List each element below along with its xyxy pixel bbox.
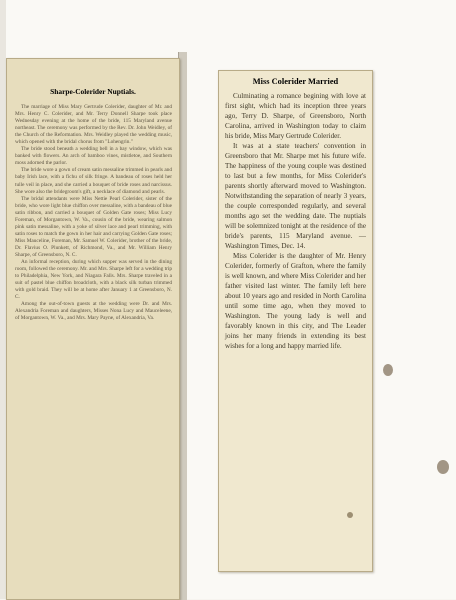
glue-stain (437, 460, 449, 474)
clipping-body (7, 104, 179, 322)
clipping-paragraph: It was at a state teachers' convention in Greensboro that Mr. Sharpe met his future wife. The happiness of the young couple was destined to last but a few months, for Miss Colerider's parents shortly afterward moved to Washington. Notwithstanding the separation of nearly 3 years, the couple corresponded regularly, and several months ago set the wedding date. The nuptials will be solemnized tonight at the residence of the bride's parents, 115 Maryland avenue. — Washington Times, Dec. 14. (225, 142, 366, 250)
clipping-headline: Miss Colerider Married (252, 77, 339, 86)
clipping-headline: Sharpe-Colerider Nuptials. (50, 87, 136, 96)
newspaper-clipping-married (218, 70, 373, 572)
clipping-paragraph: The marriage of Miss Mary Gertrude Colerider, daughter of Mr. and Mrs. Henry C. Colerider, and Mr. Terry Donnell Sharpe took place Wednesday evening at the home of the bride, 115 Maryland avenue northeast. The ceremony was performed by the Rev. Dr. John Weidley, of the Church of the Reformation. Mrs. Weidley played the wedding music, which opened with the bridal chorus from "Lohengrin." (15, 104, 172, 146)
clipping-body (219, 91, 372, 351)
clipping-paragraph: Among the out-of-town guests at the wedding were Dr. and Mrs. Alexandria Foreman and daughters, Misses Nona Lucy and Mauceleene, of Morgantown, W. Va., and Mrs. Mary Payne, of Alexandria, Va. (15, 301, 172, 322)
clipping-paragraph: Miss Colerider is the daughter of Mr. Henry Colerider, formerly of Grafton, where the family is well known, and where Miss Colerider and her father visited last winter. The family left here about 10 years ago and resided in North Carolina until some time ago, when they moved to Washington. The young lady is well and favorably known in this city, and The Leader joins her many friends in extending its best wishes for a long and happy married life. (225, 252, 366, 350)
glue-stain (383, 364, 393, 376)
clipping-paragraph: The bridal attendants were Miss Nettie Pearl Colerider, sister of the bride, who wore light blue chiffon over messaline, with a bandeau of blue satin ribbon, and carried a bouquet of Golden Gate roses; Miss Lucy Foreman, of Morgantown, W. Va., cousin of the bride, wearing salmon pink satin messaline, with a yoke of silver lace and pearl trimming, with satin roses to match the gown in her hair and carrying Golden Gate roses; Miss Mauceline, Foreman, Mr. Samuel W. Colerider, brother of the bride, Dr. Flavius O. Plunkett, of Richmond, Va., and Mr. William Henry Sharpe, of Greensboro, N. C. (15, 195, 172, 258)
clipping-paragraph: An informal reception, during which supper was served in the dining room, followed the ceremony. Mr. and Mrs. Sharpe left for a wedding trip to Philadelphia, New York, and Niagara Falls. Mrs. Sharpe traveled in a suit of pastel blue chiffon broadcloth, with a black silk turban trimmed with gold braid. They will be at home after January 1 at Greensboro, N. C. (15, 259, 172, 301)
newspaper-clipping-nuptials (6, 58, 180, 600)
clipping-paragraph: The bride stood beneath a wedding bell in a bay window, which was banked with flowers. An arch of bamboo vines, mistletoe, and Southern moss adorned the parlor. (15, 146, 172, 167)
glue-stain (347, 512, 353, 518)
clipping-paragraph: Culminating a romance begining with love at first sight, which had its inception three years ago, Terry D. Sharpe, of Greensboro, North Carolina, arrived in Washington today to claim his bride, Miss Mary Gertrude Colerider. (225, 92, 366, 140)
clipping-paragraph: The bride wore a gown of cream satin messaline trimmed in pearls and baby Irish lace, with a fichu of silk fringe. A bandeau of roses held her tulle veil in place, and she carried a bouquet of bride roses and narcissus. She wore also the bridegroom's gift, a necklace of diamond and pearls. (15, 167, 172, 195)
